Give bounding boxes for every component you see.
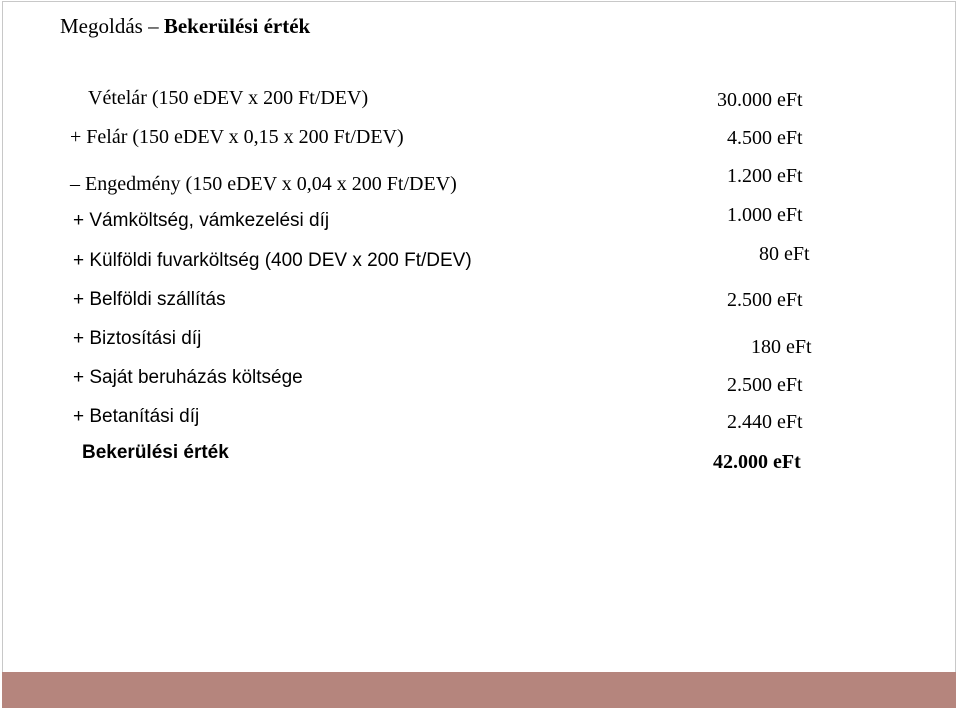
row-value-felar: 4.500 eFt bbox=[727, 127, 803, 149]
total-label: Bekerülési érték bbox=[82, 442, 229, 463]
row-value-sajat-beruhazas: 2.500 eFt bbox=[727, 374, 803, 396]
row-label-kulfoldi-fuvar: + Külföldi fuvarköltség (400 DEV x 200 Ft/DEV) bbox=[73, 250, 472, 271]
row-label-betanitasi-dij: + Betanítási díj bbox=[73, 406, 200, 427]
row-label-sajat-beruhazas: + Saját beruházás költsége bbox=[73, 367, 303, 388]
row-value-kulfoldi-fuvar: 80 eFt bbox=[759, 243, 810, 265]
footer-bar bbox=[2, 672, 956, 708]
row-label-belfoldi-szallitas: + Belföldi szállítás bbox=[73, 289, 226, 310]
row-value-betanitasi-dij: 2.440 eFt bbox=[727, 411, 803, 433]
title-bold: Bekerülési érték bbox=[163, 14, 311, 38]
row-label-vetelar: Vételár (150 eDEV x 200 Ft/DEV) bbox=[88, 87, 369, 109]
title-prefix: Megoldás – bbox=[60, 14, 164, 38]
row-value-biztositasi-dij: 180 eFt bbox=[751, 336, 812, 358]
row-label-felar: + Felár (150 eDEV x 0,15 x 200 Ft/DEV) bbox=[70, 126, 404, 148]
row-label-vamkoltseg: + Vámköltség, vámkezelési díj bbox=[73, 210, 330, 231]
row-value-vetelar: 30.000 eFt bbox=[717, 89, 803, 111]
row-label-biztositasi-dij: + Biztosítási díj bbox=[73, 328, 202, 349]
row-value-belfoldi-szallitas: 2.500 eFt bbox=[727, 289, 803, 311]
slide-title bbox=[60, 14, 310, 39]
total-value: 42.000 eFt bbox=[713, 451, 801, 473]
row-value-engedmeny: 1.200 eFt bbox=[727, 165, 803, 187]
row-value-vamkoltseg: 1.000 eFt bbox=[727, 204, 803, 226]
row-label-engedmeny: – Engedmény (150 eDEV x 0,04 x 200 Ft/DEV) bbox=[70, 173, 457, 195]
